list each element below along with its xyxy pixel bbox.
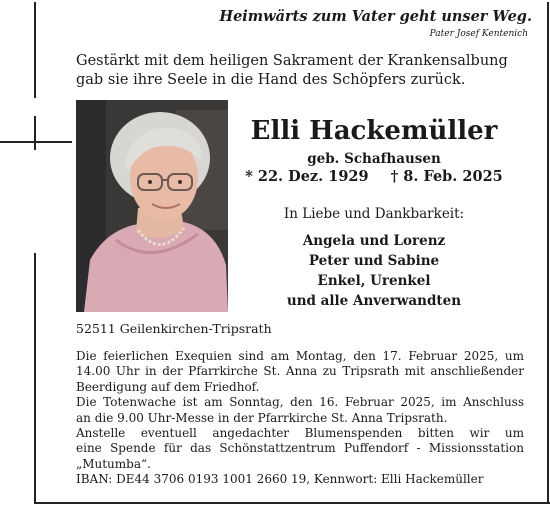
details-line: an die 9.00 Uhr-Messe in der Pfarrkirche St. Anna Tripsrath. — [76, 410, 448, 425]
motto-author: Pater Josef Kentenich — [429, 29, 528, 39]
intro-line: gab sie ihre Seele in die Hand des Schöpfers zurück. — [76, 72, 466, 88]
intro-line: Gestärkt mit dem heiligen Sakrament der Krankensalbung — [76, 53, 508, 69]
death-date: † 8. Feb. 2025 — [390, 168, 503, 185]
details-line: „Mutumba“. — [76, 456, 151, 471]
life-dates — [228, 168, 520, 185]
details-line: 14.00 Uhr in der Pfarrkirche St. Anna zu Tripsrath mit anschließender — [76, 364, 524, 379]
frame-line-bottom — [34, 502, 550, 504]
funeral-details — [76, 349, 524, 488]
mourner-line: Peter und Sabine — [308, 253, 440, 269]
details-line: Anstelle eventuell angedachter Blumenspenden bitten wir um — [76, 426, 524, 441]
mourners-heading: In Liebe und Dankbarkeit: — [283, 206, 465, 222]
frame-line-left-top — [34, 2, 36, 98]
frame-line-left-bottom — [34, 253, 36, 504]
cross-ornament-vertical — [34, 116, 36, 150]
mourner-line: Enkel, Urenkel — [317, 273, 431, 289]
portrait-photo — [76, 100, 228, 312]
birth-name: geb. Schafhausen — [307, 151, 441, 167]
birth-date: * 22. Dez. 1929 — [245, 168, 369, 185]
mourner-line: und alle Anverwandten — [286, 293, 462, 309]
details-line: Beerdigung auf dem Friedhof. — [76, 379, 260, 394]
frame-line-right — [547, 2, 549, 504]
intro-text — [76, 52, 508, 90]
mourner-line: Angela und Lorenz — [302, 233, 446, 249]
details-line: Die feierlichen Exequien sind am Montag, den 17. Februar 2025, um — [76, 349, 524, 363]
deceased-name: Elli Hackemüller — [250, 116, 498, 146]
details-line: IBAN: DE44 3706 0193 1001 2660 19, Kennwort: Elli Hackemüller — [76, 472, 484, 487]
place-line: 52511 Geilenkirchen-Tripsrath — [76, 321, 272, 336]
mourners-list — [228, 231, 520, 311]
details-line: eine Spende für das Schönstattzentrum Puffendorf - Missionsstation — [76, 441, 524, 456]
details-line: Die Totenwache ist am Sonntag, den 16. Februar 2025, im Anschluss — [76, 395, 524, 410]
cross-ornament-horizontal — [0, 141, 72, 143]
portrait-illustration — [76, 100, 228, 312]
motto-quote: Heimwärts zum Vater geht unser Weg. — [219, 8, 532, 25]
